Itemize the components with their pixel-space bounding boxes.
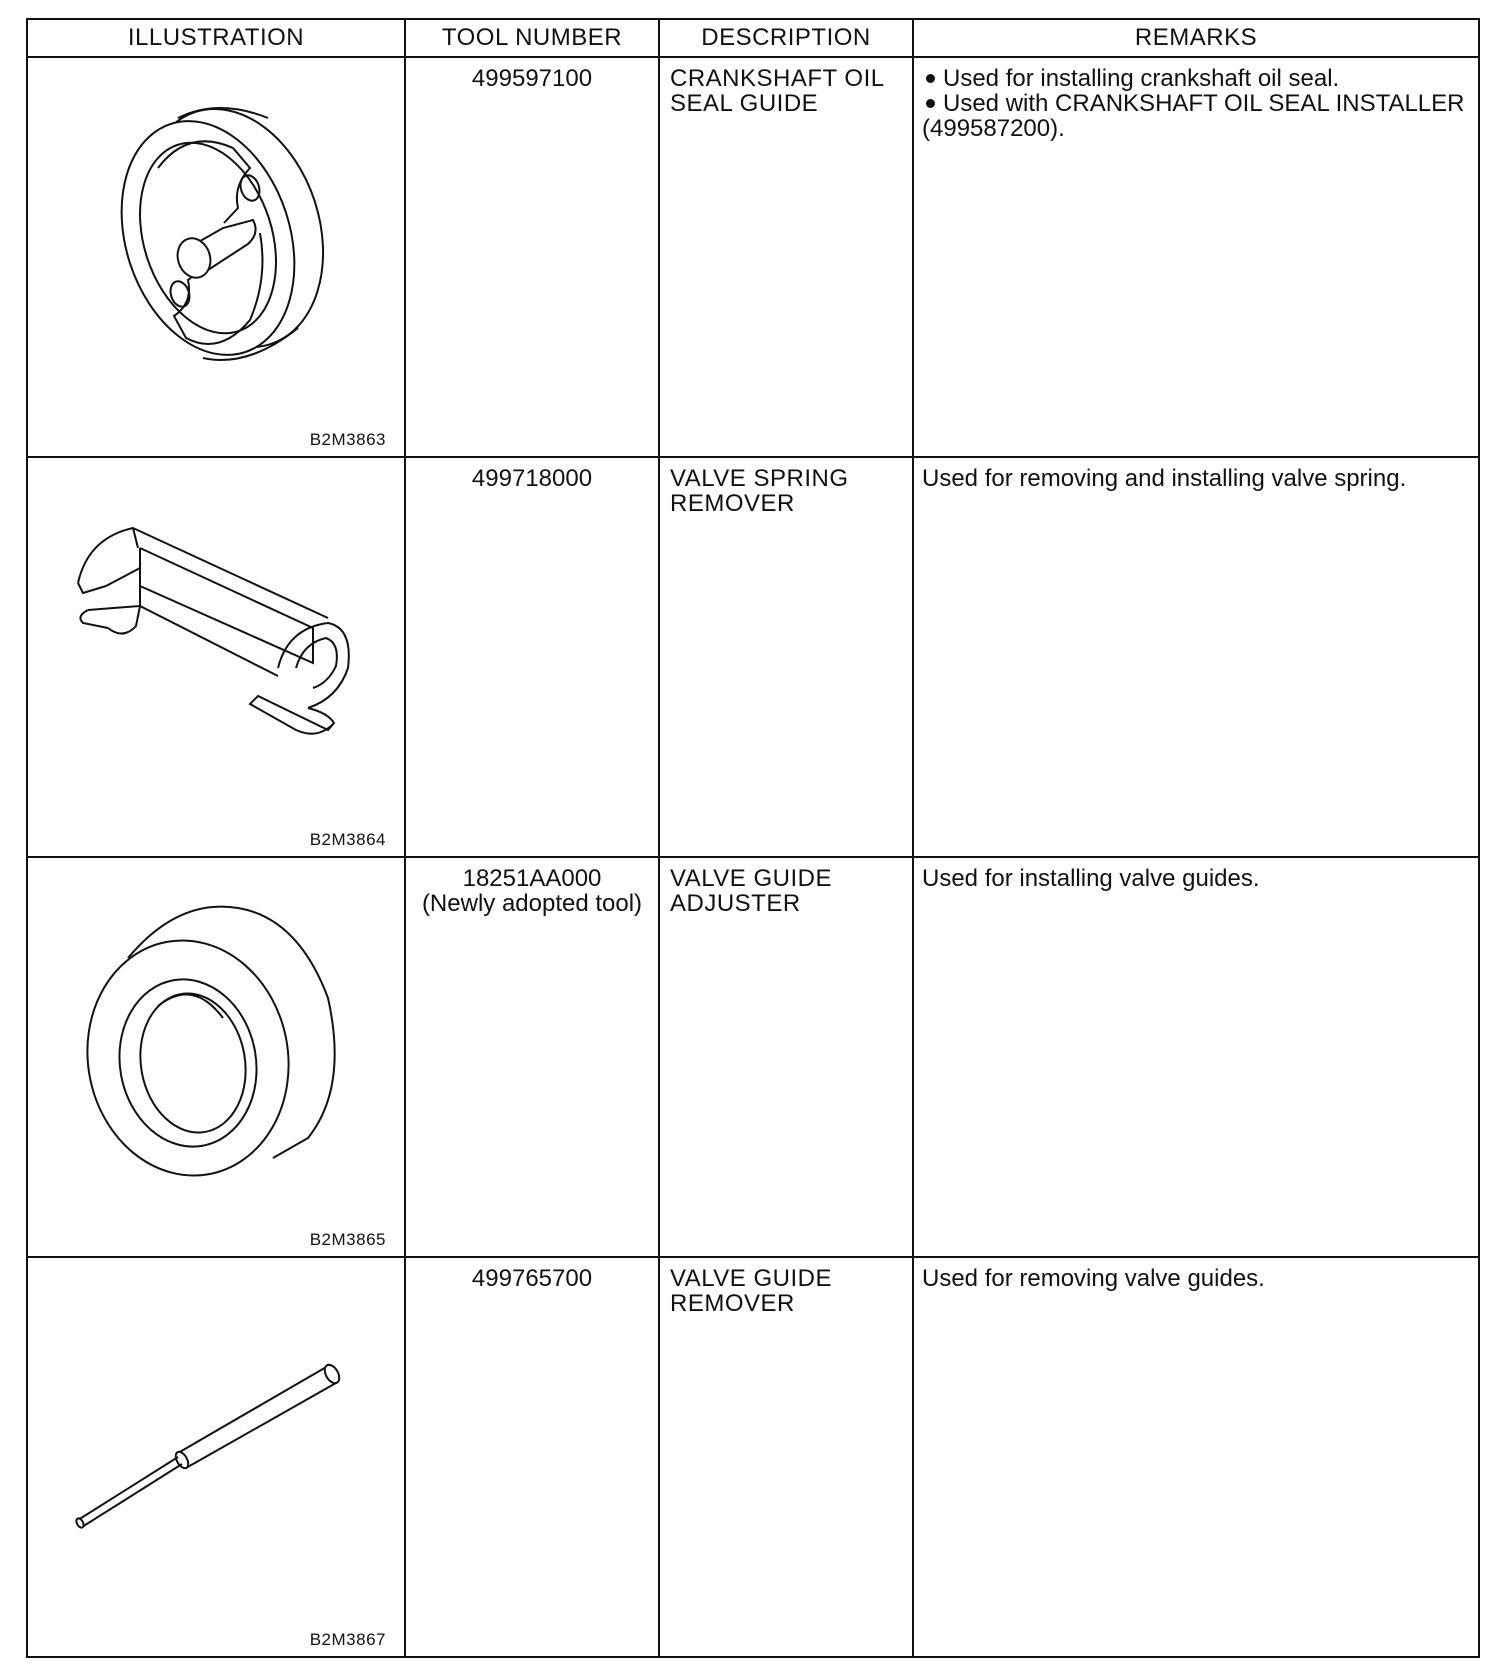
remarks-cell <box>913 1257 1479 1657</box>
tool-number: 499718000 <box>471 465 593 492</box>
tool-number: 18251AA000 <box>462 865 602 892</box>
valve-spring-remover-icon <box>28 458 404 856</box>
image-code: B2M3863 <box>309 430 386 449</box>
tool-number-cell <box>405 457 659 857</box>
description-cell: VALVE SPRING REMOVER <box>659 457 913 857</box>
special-tools-table <box>26 18 1480 1658</box>
valve-guide-remover-icon <box>28 1258 404 1656</box>
illustration-cell <box>27 457 405 857</box>
bullet-icon <box>926 74 935 83</box>
description-cell: VALVE GUIDE ADJUSTER <box>659 857 913 1257</box>
illustration-cell <box>27 857 405 1257</box>
illustration-cell <box>27 57 405 457</box>
tool-number: 499597100 <box>471 65 593 92</box>
tool-number-cell <box>405 857 659 1257</box>
header-illustration: ILLUSTRATION <box>27 19 405 57</box>
header-description: DESCRIPTION <box>659 19 913 57</box>
header-tool-number: TOOL NUMBER <box>405 19 659 57</box>
image-code: B2M3864 <box>309 830 386 849</box>
remark-item: Used for installing crankshaft oil seal. <box>922 66 1470 91</box>
description-cell: VALVE GUIDE REMOVER <box>659 1257 913 1657</box>
remarks-cell <box>913 57 1479 457</box>
tool-number: 499765700 <box>471 1265 593 1292</box>
table-row <box>27 57 1479 457</box>
header-row <box>27 19 1479 57</box>
remark-item: Used for installing valve guides. <box>922 865 1260 892</box>
remark-item: Used for removing and installing valve spring. <box>922 465 1407 492</box>
tool-note: (Newly adopted tool) <box>421 890 643 917</box>
remarks-cell <box>913 457 1479 857</box>
crankshaft-oil-seal-guide-icon <box>28 58 404 456</box>
image-code: B2M3865 <box>309 1230 386 1249</box>
image-code: B2M3867 <box>309 1630 386 1649</box>
tool-number-cell <box>405 57 659 457</box>
illustration-cell <box>27 1257 405 1657</box>
bullet-icon <box>926 99 935 108</box>
remark-item: Used for removing valve guides. <box>922 1265 1265 1292</box>
tool-number-cell <box>405 1257 659 1657</box>
header-remarks: REMARKS <box>913 19 1479 57</box>
table-row <box>27 457 1479 857</box>
remarks-cell <box>913 857 1479 1257</box>
table-row <box>27 857 1479 1257</box>
valve-guide-adjuster-icon <box>28 858 404 1256</box>
table-row <box>27 1257 1479 1657</box>
description-cell: CRANKSHAFT OIL SEAL GUIDE <box>659 57 913 457</box>
remark-item: Used with CRANKSHAFT OIL SEAL INSTALLER (499587200). <box>922 90 1465 142</box>
